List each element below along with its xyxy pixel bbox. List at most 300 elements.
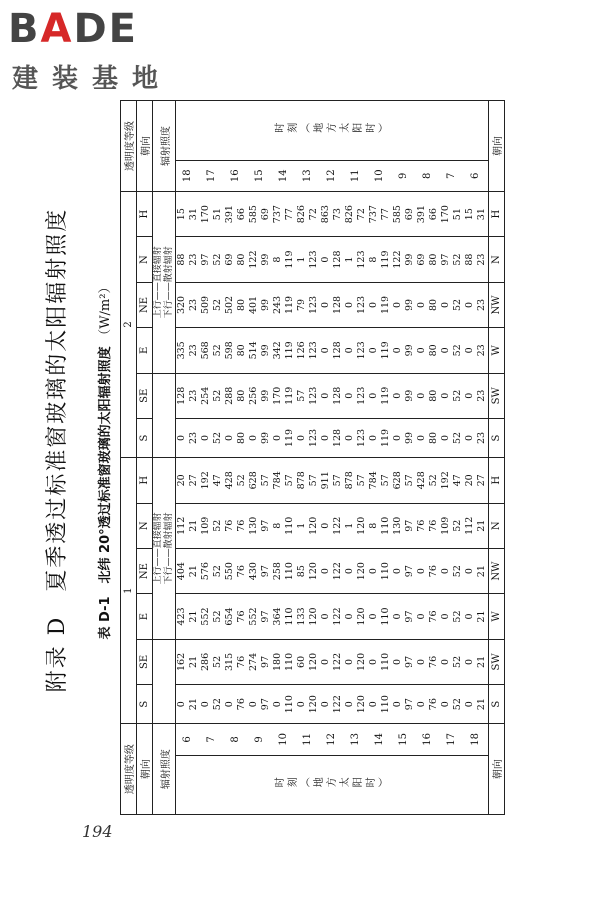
direct-value: 0 [416,347,427,354]
direct-value: 0 [416,392,427,399]
value-cell [320,639,344,684]
direct-value: 8 [368,256,379,263]
value-cell [344,458,368,503]
value-cell [248,548,272,593]
direct-value: 0 [440,392,451,399]
diffuse-value: 52 [428,474,439,487]
diffuse-value: 52 [452,298,463,312]
value-cell [200,548,224,593]
hour-cell-right: 17 [200,160,224,191]
diffuse-value: 119 [284,295,295,315]
table-row [224,101,248,815]
value-cell [368,328,392,373]
value-cell [344,639,368,684]
direct-value: 0 [464,347,475,354]
direct-value: 0 [272,701,283,708]
direct-value: 0 [440,701,451,708]
diffuse-value: 97 [260,698,271,711]
direct-value: 0 [440,613,451,620]
header-row-level [121,101,137,815]
footer-orientation-sw: SW [489,373,505,418]
diffuse-value: 57 [260,474,271,487]
time-label-right: 时刻（地方太阳时） [176,101,489,161]
direct-value: 69 [224,253,235,266]
orientation-se: SE [137,373,153,418]
value-cell [176,458,201,503]
direct-value: 60 [296,655,307,668]
diffuse-value: 52 [212,344,223,357]
direct-value: 0 [392,301,403,308]
table-row [320,101,344,815]
value-cell [176,594,201,639]
diffuse-value: 120 [308,695,319,714]
value-cell [176,503,201,548]
diffuse-value: 80 [236,389,247,402]
hour-cell: 11 [296,724,320,755]
value-cell [464,237,489,282]
diffuse-value: 128 [332,250,343,269]
value-cell [248,503,272,548]
diffuse-value: 76 [236,565,247,578]
diffuse-value: 99 [260,344,271,357]
direct-value: 256 [248,386,259,405]
direct-value: 0 [368,613,379,620]
diffuse-value: 120 [308,516,319,535]
direct-value: 97 [440,253,451,266]
value-cell [344,548,368,593]
direct-value: 364 [272,607,283,626]
diffuse-value: 123 [356,341,367,360]
direct-value: 112 [176,516,187,535]
diffuse-value: 99 [404,298,415,312]
table-row [344,101,368,815]
direct-value: 0 [464,613,475,620]
diffuse-value: 99 [260,431,271,445]
direct-value: 568 [200,341,211,360]
value-cell [272,548,296,593]
footer-orientation-w: W [489,594,505,639]
direct-value: 97 [200,253,211,266]
hour-cell-right: 12 [320,160,344,191]
diffuse-value: 27 [476,474,487,487]
direct-value: 0 [368,347,379,354]
value-cell [392,237,416,282]
direct-value: 0 [320,568,331,575]
direct-value: 0 [176,701,187,708]
value-cell [176,418,201,457]
value-cell [296,191,320,236]
value-cell [176,237,201,282]
diffuse-value: 76 [428,698,439,711]
direct-value: 430 [248,562,259,581]
hour-cell-right: 8 [416,160,440,191]
value-cell [368,548,392,593]
direct-value: 192 [200,471,211,490]
header-row-orientation [137,101,153,815]
diffuse-value: 119 [380,295,391,315]
direct-value: 598 [224,341,235,360]
footer-orientation-h: H [489,458,505,503]
value-cell [392,458,416,503]
diffuse-value: 80 [236,253,247,266]
diffuse-value: 123 [308,386,319,405]
diffuse-value: 110 [284,652,295,671]
diffuse-value: 52 [452,655,463,668]
value-cell [416,458,440,503]
value-cell [416,639,440,684]
value-cell [176,328,201,373]
direct-value: 0 [464,568,475,575]
diffuse-value: 110 [284,516,295,535]
direct-value: 8 [272,256,283,263]
value-cell [440,639,464,684]
transparency-level-label: 透明度等级 [121,724,137,815]
diffuse-value: 52 [212,565,223,578]
diffuse-value: 110 [380,607,391,626]
direct-value: 0 [368,568,379,575]
direct-value: 1 [344,522,355,529]
diffuse-value: 27 [188,474,199,487]
diffuse-value: 120 [356,516,367,535]
direct-value: 0 [464,701,475,708]
diffuse-value: 119 [380,386,391,405]
direct-value: 0 [200,701,211,708]
direct-value: 315 [224,652,235,671]
direct-value: 826 [296,205,307,224]
diffuse-value: 52 [452,698,463,711]
diffuse-value: 69 [260,208,271,221]
diffuse-value: 76 [236,655,247,668]
value-cell [224,685,248,724]
hour-cell: 15 [392,724,416,755]
diffuse-value: 21 [188,655,199,668]
diffuse-value: 97 [404,519,415,532]
direct-value: 0 [296,701,307,708]
diffuse-value: 123 [356,428,367,448]
value-cell [440,418,464,457]
unit-label: （W/m²） [98,280,113,342]
value-cell [392,503,416,548]
diffuse-value: 23 [188,344,199,357]
value-cell [272,458,296,503]
value-cell [200,191,224,236]
direct-value: 0 [248,701,259,708]
value-cell [200,418,224,457]
value-cell [176,685,201,724]
table-row [464,101,489,815]
diffuse-value: 120 [308,607,319,626]
diffuse-value: 52 [452,389,463,402]
diffuse-value: 69 [404,208,415,221]
diffuse-value: 23 [188,431,199,445]
hour-cell: 12 [320,724,344,755]
hour-cell: 7 [200,724,224,755]
bade-logo [8,6,178,94]
value-cell [272,328,296,373]
value-cell [224,373,248,418]
value-cell [200,458,224,503]
value-cell [464,548,489,593]
direct-value: 0 [320,613,331,620]
direct-value: 0 [344,434,355,442]
direct-value: 784 [272,471,283,490]
diffuse-value: 52 [212,698,223,711]
diffuse-value: 52 [212,253,223,266]
diffuse-value: 123 [308,341,319,360]
value-cell [200,685,224,724]
direct-value: 0 [344,392,355,399]
value-cell [200,503,224,548]
value-cell [440,458,464,503]
direct-value: 88 [176,253,187,266]
value-cell [224,594,248,639]
direct-value: 0 [272,434,283,442]
level-2: 2 [121,191,137,457]
direct-value: 428 [416,471,427,490]
diffuse-value: 119 [284,386,295,405]
direct-value: 254 [200,386,211,405]
value-cell [296,328,320,373]
diffuse-value: 123 [356,386,367,405]
diffuse-value: 52 [452,253,463,266]
value-cell [272,237,296,282]
diffuse-value: 80 [428,253,439,266]
footer-orientation-s: S [489,685,505,724]
value-cell [416,328,440,373]
table-row [296,101,320,815]
diffuse-value: 97 [404,565,415,578]
value-cell [248,639,272,684]
direct-value: 509 [200,295,211,315]
diffuse-value: 128 [332,341,343,360]
direct-value: 654 [224,607,235,626]
diffuse-value: 57 [404,474,415,487]
direct-value: 128 [176,386,187,405]
direct-value: 0 [464,392,475,399]
value-cell [440,503,464,548]
diffuse-value: 110 [380,652,391,671]
hour-cell-right: 18 [176,160,201,191]
value-cell [368,503,392,548]
value-cell [248,191,272,236]
direct-value: 274 [248,652,259,671]
diffuse-value: 110 [284,607,295,626]
direct-value: 0 [368,658,379,665]
direct-value: 585 [392,205,403,224]
table-row [392,101,416,815]
legend-diffuse: 下行——散射辐射 [164,246,174,319]
footer-orientation-s: S [489,418,505,457]
value-cell [416,282,440,327]
footer-row-orientation [489,101,505,815]
diffuse-value: 80 [428,389,439,402]
diffuse-value: 110 [284,695,295,714]
direct-value: 628 [248,471,259,490]
direct-value: 126 [296,341,307,360]
direct-value: 0 [392,392,403,399]
direct-value: 576 [200,562,211,581]
diffuse-value: 122 [332,562,343,581]
diffuse-value: 97 [404,698,415,711]
diffuse-value: 66 [428,208,439,221]
diffuse-value: 123 [308,428,319,448]
diffuse-value: 120 [356,562,367,581]
value-cell [464,191,489,236]
orientation-label: 朝向 [137,724,153,815]
diffuse-value: 52 [236,474,247,487]
value-cell [272,639,296,684]
direct-value: 170 [440,205,451,224]
page-number: 194 [82,822,113,841]
value-cell [272,503,296,548]
direct-value: 0 [416,613,427,620]
value-cell [296,548,320,593]
diffuse-value: 23 [188,253,199,266]
diffuse-value: 80 [428,431,439,445]
value-cell [200,639,224,684]
legend-diffuse: 下行——散射辐射 [164,512,174,585]
hour-cell: 14 [368,724,392,755]
value-cell [272,418,296,457]
direct-value: 0 [440,568,451,575]
diffuse-value: 77 [380,208,391,221]
direct-value: 628 [392,471,403,490]
value-cell [320,685,344,724]
direct-value: 0 [344,347,355,354]
diffuse-value: 123 [308,295,319,315]
value-cell [344,373,368,418]
value-cell [416,237,440,282]
diffuse-value: 97 [260,655,271,668]
diffuse-value: 76 [236,519,247,532]
value-cell [296,373,320,418]
value-cell [464,503,489,548]
diffuse-value: 76 [236,610,247,623]
diffuse-value: 119 [284,341,295,360]
direct-value: 69 [416,253,427,266]
diffuse-value: 97 [260,610,271,623]
diffuse-value: 21 [188,610,199,623]
value-cell [272,282,296,327]
diffuse-value: 120 [356,652,367,671]
diffuse-value: 72 [356,208,367,221]
orientation-h: H [137,191,153,236]
rotated-page-content [40,100,530,820]
diffuse-value: 57 [380,474,391,487]
diffuse-value: 23 [476,253,487,266]
diffuse-value: 97 [404,610,415,623]
diffuse-value: 21 [476,519,487,532]
value-cell [248,328,272,373]
diffuse-value: 99 [260,389,271,402]
value-cell [200,237,224,282]
table-row [368,101,392,815]
value-cell [368,685,392,724]
direct-value: 404 [176,562,187,581]
direct-value: 1 [344,256,355,263]
orientation-ne: NE [137,282,153,327]
value-cell [440,373,464,418]
diffuse-value: 110 [284,562,295,581]
diffuse-value: 52 [452,344,463,357]
diffuse-value: 52 [452,431,463,445]
orientation-s: S [137,418,153,457]
direct-value: 320 [176,295,187,315]
diffuse-value: 119 [380,341,391,360]
table-row [440,101,464,815]
value-cell [320,548,344,593]
logo-wordmark: BADE [8,6,138,52]
irradiance-table [120,100,505,815]
value-cell [344,503,368,548]
direct-value: 428 [224,471,235,490]
direct-value: 8 [368,522,379,529]
orientation-h: H [137,458,153,503]
direct-value: 0 [344,568,355,575]
value-cell [272,373,296,418]
value-cell [464,458,489,503]
diffuse-value: 120 [356,607,367,626]
hour-cell-right: 11 [344,160,368,191]
hour-cell: 9 [248,724,272,755]
value-cell [392,373,416,418]
direct-value: 0 [440,658,451,665]
direct-value: 401 [248,295,259,315]
value-cell [416,594,440,639]
diffuse-value: 23 [188,298,199,312]
diffuse-value: 57 [284,474,295,487]
direct-value: 0 [320,392,331,399]
direct-value: 423 [176,607,187,626]
orientation-s: S [137,685,153,724]
hour-cell: 10 [272,724,296,755]
value-cell [344,594,368,639]
footer-orientation-h: H [489,191,505,236]
direct-value: 0 [344,301,355,308]
value-cell [440,685,464,724]
value-cell [320,503,344,548]
value-cell [368,191,392,236]
hour-cell: 8 [224,724,248,755]
diffuse-value: 77 [284,208,295,221]
value-cell [344,237,368,282]
value-cell [344,328,368,373]
value-cell [368,458,392,503]
value-cell [320,191,344,236]
footer-orientation-n: N [489,503,505,548]
value-cell [368,373,392,418]
value-cell [320,237,344,282]
value-cell [320,328,344,373]
hour-cell: 17 [440,724,464,755]
value-cell [392,328,416,373]
hour-cell-right: 15 [248,160,272,191]
diffuse-value: 99 [404,344,415,357]
direct-value: 502 [224,295,235,315]
hour-cell-right: 7 [440,160,464,191]
legend-direct: 上行——直接辐射 [153,246,163,319]
diffuse-value: 119 [380,428,391,448]
value-cell [344,282,368,327]
diffuse-value: 52 [452,519,463,532]
direct-value: 0 [416,701,427,708]
diffuse-value: 52 [212,298,223,312]
value-cell [200,373,224,418]
direct-value: 342 [272,341,283,360]
diffuse-value: 76 [428,565,439,578]
table-row [416,101,440,815]
value-cell [224,458,248,503]
